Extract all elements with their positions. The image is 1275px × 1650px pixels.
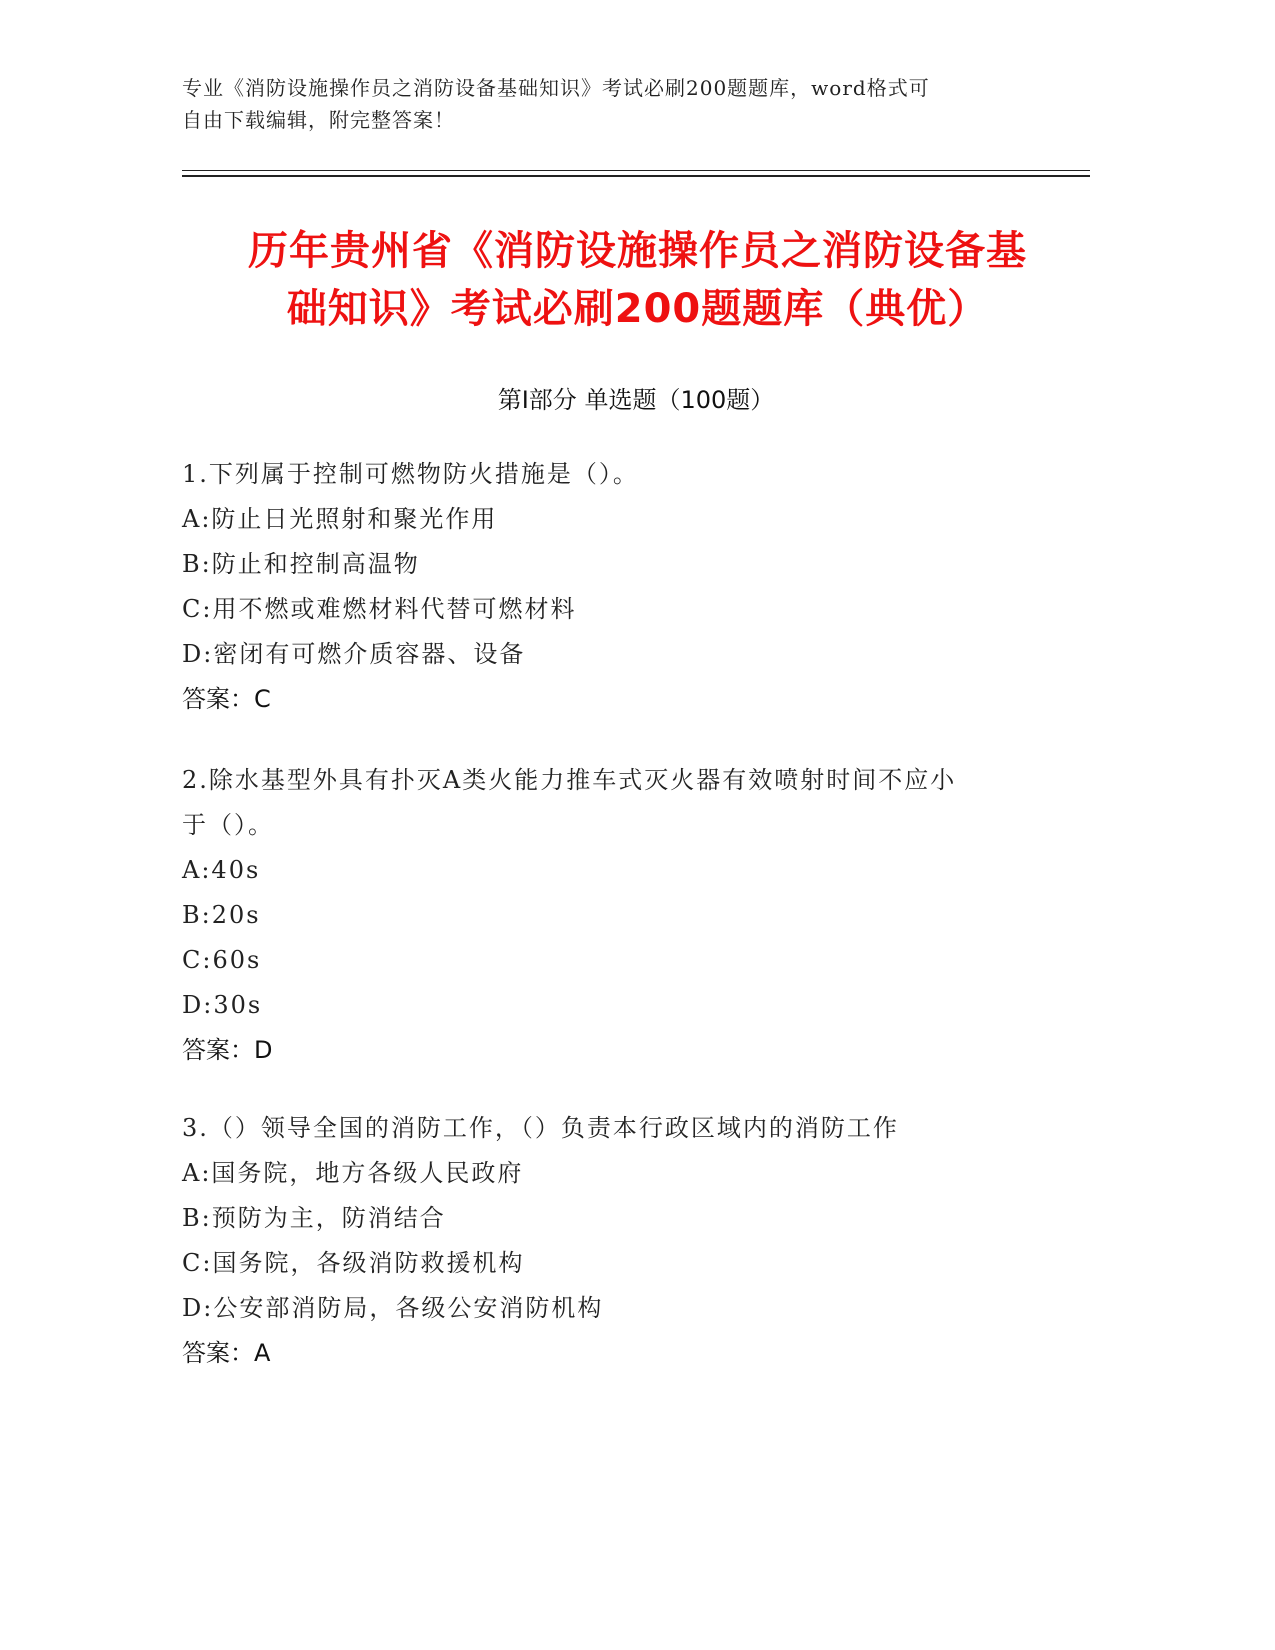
question-stem: 2.除水基型外具有扑灭A类火能力推车式灭火器有效喷射时间不应小 (182, 766, 957, 794)
option-b: B:防止和控制高温物 (182, 550, 420, 578)
section-heading: 第Ⅰ部分 单选题（100题） (497, 386, 775, 414)
option-b: B:20s (182, 901, 261, 929)
header-note-line-1: 专业《消防设施操作员之消防设备基础知识》考试必刷200题题库，word格式可 (182, 76, 930, 100)
option-d: D:公安部消防局，各级公安消防机构 (182, 1294, 604, 1322)
question-1 (182, 452, 1062, 722)
document-title (160, 222, 1115, 338)
document-title-line-1: 历年贵州省《消防设施操作员之消防设备基 (248, 228, 1027, 274)
question-2 (182, 758, 1062, 1073)
option-a: A:40s (182, 856, 261, 884)
answer-line: 答案：A (182, 1339, 271, 1367)
header-note (182, 72, 1052, 136)
question-3 (182, 1106, 1062, 1376)
header-note-line-2: 自由下载编辑，附完整答案！ (182, 108, 455, 132)
header-divider-thick (182, 175, 1090, 177)
question-stem-continued: 于（）。 (182, 811, 274, 839)
option-c: C:60s (182, 946, 262, 974)
header-divider-thin (182, 170, 1090, 171)
question-stem: 3.（）领导全国的消防工作，（）负责本行政区域内的消防工作 (182, 1114, 899, 1142)
option-b: B:预防为主，防消结合 (182, 1204, 446, 1232)
document-title-line-2: 础知识》考试必刷200题题库（典优） (286, 286, 989, 332)
answer-line: 答案：C (182, 685, 271, 713)
option-d: D:30s (182, 991, 263, 1019)
option-c: C:用不燃或难燃材料代替可燃材料 (182, 595, 577, 623)
answer-line: 答案：D (182, 1036, 273, 1064)
option-c: C:国务院，各级消防救援机构 (182, 1249, 525, 1277)
option-d: D:密闭有可燃介质容器、设备 (182, 640, 526, 668)
question-stem: 1.下列属于控制可燃物防火措施是（）。 (182, 460, 639, 488)
option-a: A:国务院，地方各级人民政府 (182, 1159, 524, 1187)
option-a: A:防止日光照射和聚光作用 (182, 505, 498, 533)
